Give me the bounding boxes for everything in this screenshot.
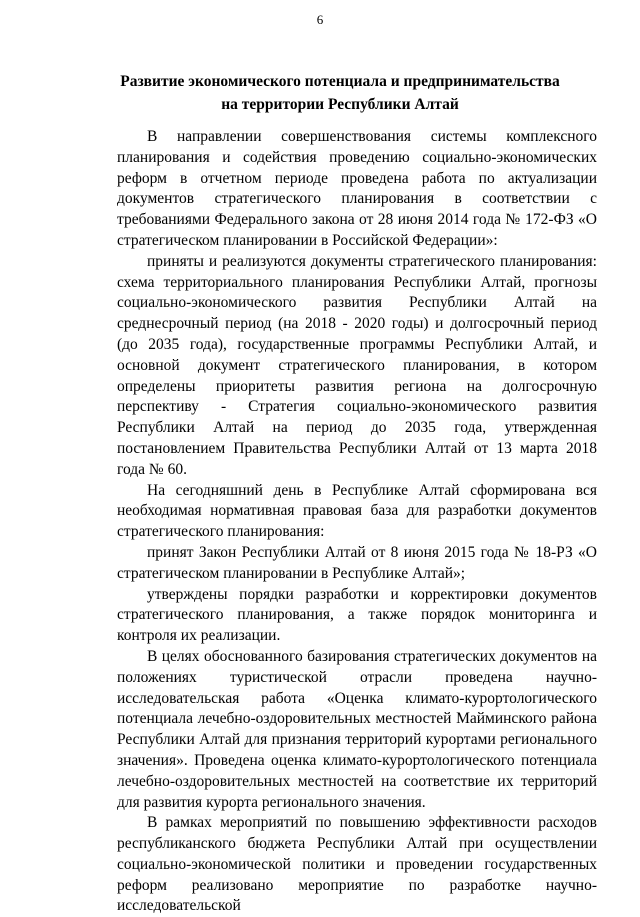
paragraph: В целях обоснованного базирования стратегических документов на положениях туристической отрасли проведена научно-исследовательская работа «Оценка климато-курортологического потенциала лечебно-оздоровительных местностей Майминского района Республики Алтай для признания территорий курортами регионального значения». Проведена оценка климато-курортологического потенциала лечебно-оздоровительных местностей на соответствие их территорий для развития курорта регионального значения.: [117, 647, 597, 811]
section-heading-line-1: Развитие экономического потенциала и предпринимательства: [120, 73, 560, 90]
paragraph: В направлении совершенствования системы комплексного планирования и содействия проведению социально-экономических реформ в отчетном периоде проведена работа по актуализации документов стратегического планирования в соответствии с требованиями Федерального закона от 28 июня 2014 года № 172-ФЗ «О стратегическом планировании в Российской Федерации»:: [117, 128, 597, 249]
document-body: [117, 127, 597, 917]
paragraph: принят Закон Республики Алтай от 8 июня 2015 года № 18-РЗ «О стратегическом планировании в Республике Алтай»;: [117, 543, 597, 582]
page-number: 6: [316, 12, 324, 27]
section-heading: [90, 70, 590, 116]
paragraph: В рамках мероприятий по повышению эффективности расходов республиканского бюджета Республики Алтай при осуществлении социально-экономической политики и проведении государственных реформ реализовано мероприятие по разработке научно-исследовательской: [117, 814, 597, 915]
section-heading-line-2: на территории Республики Алтай: [221, 96, 459, 113]
paragraph: утверждены порядки разработки и корректировки документов стратегического планирования, а также порядок мониторинга и контроля их реализации.: [117, 585, 597, 645]
paragraph: приняты и реализуются документы стратегического планирования: схема территориального планирования Республики Алтай, прогнозы социально-экономического развития Республики Алтай на среднесрочный период (на 2018 - 2020 годы) и долгосрочный период (до 2035 года), государственные программы Республики Алтай, и основной документ стратегического планирования, в котором определены приоритеты развития региона на долгосрочную перспективу - Стратегия социально-экономического развития Республики Алтай на период до 2035 года, утвержденная постановлением Правительства Республики Алтай от 13 марта 2018 года № 60.: [117, 252, 597, 478]
paragraph: На сегодняшний день в Республике Алтай сформирована вся необходимая нормативная правовая база для разработки документов стратегического планирования:: [117, 481, 597, 541]
